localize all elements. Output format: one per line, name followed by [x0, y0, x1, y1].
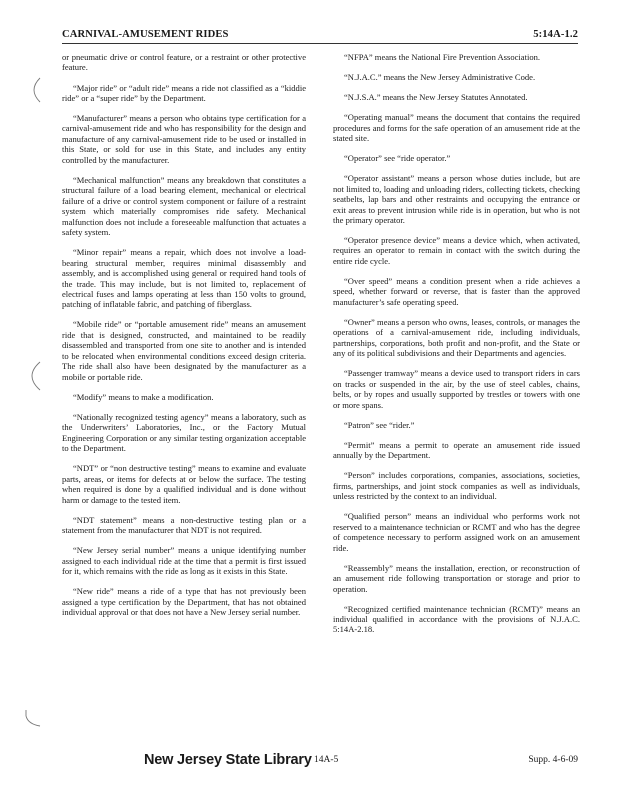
- binder-hole-mark: [22, 700, 42, 728]
- definition-paragraph: “Operator” see “ride operator.”: [344, 153, 451, 164]
- definition-paragraph: “Patron” see “rider.”: [344, 419, 415, 430]
- definition-paragraph: “Operator assistant” means a person whose duties include, but are not limited to, loading and unloading riders, collecting tickets, checking seatbelts, lap bars and other restraints and occupying the entrance or exit areas to prevent intrusion while ride is in operation, but who is not the primary operator.: [333, 173, 580, 225]
- definition-paragraph: “Modify” means to make a modification.: [73, 391, 214, 402]
- definition-paragraph: “Reassembly” means the installation, erection, or reconstruction of an amusement ride following transportation or storage and prior to operation.: [333, 562, 580, 594]
- page-footer: [62, 752, 578, 772]
- definition-paragraph: “N.J.A.C.” means the New Jersey Administrative Code.: [344, 72, 536, 83]
- definition-paragraph: “N.J.S.A.” means the New Jersey Statutes Annotated.: [344, 92, 528, 103]
- header-title: CARNIVAL-AMUSEMENT RIDES: [62, 29, 229, 40]
- left-column: [62, 52, 306, 627]
- definition-paragraph: “Person” includes corporations, companies, associations, societies, firms, partnerships, and joint stock companies as well as individuals, unless restricted by the context to an individual.: [333, 470, 580, 502]
- definition-paragraph: “Manufacturer” means a person who obtains type certification for a carnival-amusement ride and who has responsibility for the design and manufacture of any carnival-amusement ride to be used or installed in this State, or sold for use in this State, and includes any entity controlled by the manufacturer.: [62, 113, 306, 165]
- supplement-date: Supp. 4-6-09: [528, 755, 578, 765]
- binder-hole-mark: [26, 76, 42, 104]
- definition-paragraph: “Owner” means a person who owns, leases, controls, or manages the operations of a carnival-amusement ride, including individuals, partnerships, corporations, both profit and non-profit, and the State or any of its political subdivisions and their Departments and agencies.: [333, 316, 580, 359]
- definition-paragraph: “Minor repair” means a repair, which does not involve a load-bearing structural member, requires minimal disassembly and assembly, and is accomplished using general or required hand tools of the trade. This may include, but is not limited to, replacement of electrical fuses and lamps operating at less than 150 volts to ground, patching of inflatable fabric, and patching of fiberglass.: [62, 247, 306, 310]
- definition-paragraph: “Mobile ride” or “portable amusement ride” means an amusement ride that is designed, constructed, and maintained to be readily disassembled and transported from one site to another and is intended to be relocated when environmental conditions exceed design criteria. The ride shall also have been designated by the manufacturer as a mobile or portable ride.: [62, 319, 306, 382]
- definition-paragraph: “Passenger tramway” means a device used to transport riders in cars on tracks or suspended in the air, by the use of steel cables, chains, belts, or by ropes and usually supported by trestles or towers with one or more spans.: [333, 368, 580, 410]
- right-column: [333, 52, 580, 645]
- binder-hole-mark: [22, 360, 42, 392]
- running-header: [62, 29, 578, 40]
- definition-paragraph: “Permit” means a permit to operate an amusement ride issued annually by the Department.: [333, 439, 580, 461]
- definition-paragraph: “Qualified person” means an individual who performs work not reserved to a maintenance technician or RCMT and who has the degree of competence necessary to perform assigned work on an amusement ride.: [333, 511, 580, 553]
- definition-paragraph: “NFPA” means the National Fire Prevention Association.: [344, 52, 540, 62]
- definition-paragraph: “Recognized certified maintenance technician (RCMT)” means an individual qualified in accordance with the provisions of N.J.A.C. 5:14A-2.18.: [333, 603, 580, 635]
- header-rule: [62, 43, 578, 44]
- definition-paragraph: “Over speed” means a condition present when a ride achieves a speed, whether forward or reverse, that is faster than the approved manufacturer’s safe operating speed.: [333, 275, 580, 307]
- definition-paragraph: “NDT statement” means a non-destructive testing plan or a statement from the manufacturer that NDT is not required.: [62, 514, 306, 536]
- page-number: 14A-5: [314, 755, 339, 765]
- definition-paragraph: “NDT” or “non destructive testing” means to examine and evaluate parts, areas, or items for defects at or below the surface. The testing when required is done by a qualified individual and is done without harm or damage to the tested item.: [62, 463, 306, 505]
- definition-paragraph: “Operator presence device” means a device which, when activated, requires an operator to remain in contact with the switch during the entire ride cycle.: [333, 235, 580, 266]
- header-section-number: 5:14A-1.2: [533, 29, 578, 40]
- definition-paragraph: “Mechanical malfunction” means any breakdown that constitutes a structural failure of a load bearing element, mechanical or electrical failure of a drive or control system component or failure of a restraint system which materially compromises ride safety. Mechanical malfunction does not include a foreseeable malfunction that actuates a safety system.: [62, 174, 306, 238]
- definition-paragraph: “Major ride” or “adult ride” means a ride not classified as a “kiddie ride” or a “super ride” by the Department.: [62, 82, 306, 103]
- definition-paragraph: “New ride” means a ride of a type that has not previously been assigned a type certification by the Department, that has not obtained individual approval or that does not have a New Jersey serial number.: [62, 586, 306, 618]
- definition-paragraph: “Nationally recognized testing agency” means a laboratory, such as the Underwriters’ Laboratories, Inc., or the Factory Mutual Engineering Corporation or any similar testing organization acceptable to the Department.: [62, 411, 306, 454]
- definition-paragraph: “New Jersey serial number” means a unique identifying number assigned to each individual ride at the time that a permit is first issued for it, which remains with the ride as long as it exists in this State.: [62, 545, 306, 577]
- definition-paragraph: “Operating manual” means the document that contains the required procedures and forms for the safe operation of an amusement ride at the stated site.: [333, 112, 580, 144]
- library-stamp: New Jersey State Library: [144, 752, 312, 768]
- definition-paragraph: or pneumatic drive or control feature, or a restraint or other protective feature.: [62, 52, 306, 73]
